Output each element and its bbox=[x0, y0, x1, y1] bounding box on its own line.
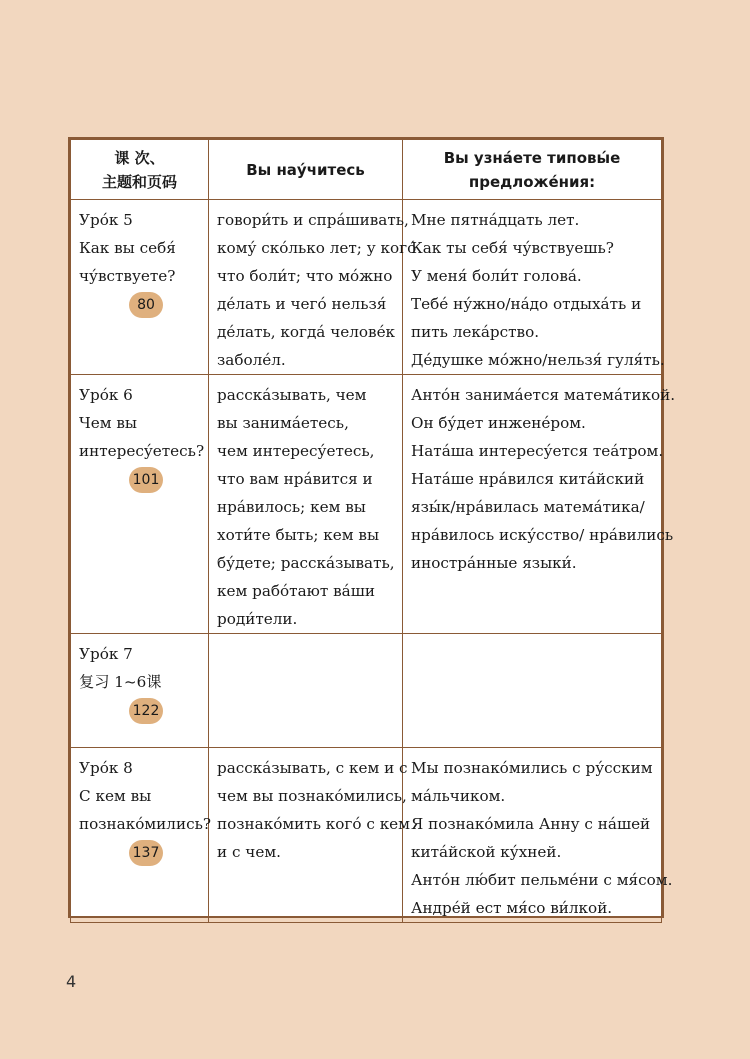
skills-line: заболе́л. bbox=[217, 351, 286, 369]
skills-line: де́лать и чего́ нельзя́ bbox=[217, 295, 387, 313]
lesson-number: Уро́к 5 bbox=[79, 211, 133, 229]
contents-table bbox=[68, 137, 676, 918]
header-sentences-line1: Вы узна́ете типовы́е bbox=[443, 148, 621, 167]
table-row bbox=[71, 748, 662, 923]
header-lesson-line2: 主题和页码 bbox=[101, 172, 177, 191]
skills-cell bbox=[209, 748, 410, 923]
skills-line: кем рабо́тают ва́ши bbox=[217, 582, 375, 600]
sentence-line: Ната́ше нра́вился кита́йский bbox=[411, 470, 645, 488]
header-sentences-line2: предложе́ния: bbox=[468, 172, 596, 191]
skills-line: нра́вилось; кем вы bbox=[217, 498, 366, 516]
table-row bbox=[71, 200, 662, 375]
lesson-number: Уро́к 6 bbox=[79, 386, 133, 404]
page-badge: 122 bbox=[129, 698, 163, 724]
skills-line: что вам нра́вится и bbox=[217, 470, 373, 488]
sentence-line: Андре́й ест мя́со ви́лкой. bbox=[411, 899, 613, 917]
lesson-number: Уро́к 7 bbox=[79, 645, 133, 663]
lesson-topic-line: Как вы себя́ bbox=[79, 239, 176, 257]
sentence-line: ма́льчиком. bbox=[411, 787, 506, 805]
lesson-cell bbox=[71, 634, 209, 748]
sentence-line: У меня́ боли́т голова́. bbox=[411, 267, 582, 285]
table-row bbox=[71, 375, 662, 634]
page-badge: 137 bbox=[129, 840, 163, 866]
lesson-topic-line: С кем вы bbox=[79, 787, 152, 805]
header-lesson bbox=[71, 140, 209, 200]
sentence-line: иностра́нные языки́. bbox=[411, 554, 577, 572]
lesson-topic-line: Чем вы bbox=[79, 414, 138, 432]
header-skills: Вы нау́читесь bbox=[209, 140, 403, 200]
skills-line: расска́зывать, чем bbox=[217, 386, 367, 404]
sentences-cell bbox=[403, 375, 676, 634]
page-badge: 80 bbox=[129, 292, 163, 318]
lesson-topic-line: интересу́етесь? bbox=[79, 442, 205, 460]
skills-line: что боли́т; что мо́жно bbox=[217, 267, 393, 285]
sentence-line: Тебе́ ну́жно/на́до отдыха́ть и bbox=[411, 295, 642, 313]
sentence-line: Мы познако́мились с ру́сским bbox=[411, 759, 653, 777]
skills-line: познако́мить кого́ с кем bbox=[217, 815, 410, 833]
sentence-line: Он бу́дет инжене́ром. bbox=[411, 414, 586, 432]
lesson-topic-line: 复习 1~6课 bbox=[79, 673, 162, 691]
lesson-topic-line: познако́мились? bbox=[79, 815, 211, 833]
lesson-number: Уро́к 8 bbox=[79, 759, 133, 777]
skills-line: расска́зывать, с кем и с bbox=[217, 759, 408, 777]
skills-line: роди́тели. bbox=[217, 610, 298, 628]
sentence-line: нра́вилось иску́сство/ нра́вились bbox=[411, 526, 674, 544]
sentence-line: Анто́н лю́бит пельме́ни с мя́сом. bbox=[411, 871, 673, 889]
sentence-line: Де́душке мо́жно/нельзя́ гуля́ть. bbox=[411, 351, 665, 369]
table-header-row bbox=[71, 140, 662, 200]
header-sentences bbox=[403, 140, 662, 200]
sentence-line: Как ты себя́ чу́вствуешь? bbox=[411, 239, 614, 257]
sentences-cell bbox=[403, 634, 662, 748]
skills-cell bbox=[209, 200, 417, 375]
page-badge: 101 bbox=[129, 467, 163, 493]
sentence-line: Я познако́мила Анну с на́шей bbox=[411, 815, 651, 833]
page-number: 4 bbox=[66, 972, 77, 991]
sentence-line: пить лека́рство. bbox=[411, 323, 540, 341]
sentence-line: язы́к/нра́вилась матема́тика/ bbox=[411, 498, 645, 516]
header-lesson-line1: 课 次、 bbox=[114, 148, 165, 167]
lesson-topic-line: чу́вствуете? bbox=[79, 267, 176, 285]
lesson-cell bbox=[71, 200, 209, 375]
skills-line: бу́дете; расска́зывать, bbox=[217, 554, 395, 572]
skills-cell bbox=[209, 634, 403, 748]
sentence-line: кита́йской ку́хней. bbox=[411, 843, 562, 861]
skills-line: и с чем. bbox=[217, 843, 281, 861]
sentence-line: Ната́ша интересу́ется теа́тром. bbox=[411, 442, 664, 460]
skills-line: чем интересу́етесь, bbox=[217, 442, 375, 460]
skills-line: говори́ть и спра́шивать, bbox=[217, 211, 409, 229]
sentence-line: Мне пятна́дцать лет. bbox=[411, 211, 580, 229]
skills-line: чем вы познако́мились, bbox=[217, 787, 407, 805]
skills-line: де́лать, когда́ челове́к bbox=[217, 323, 396, 341]
sentences-cell bbox=[403, 748, 673, 923]
lesson-cell bbox=[71, 375, 209, 634]
sentences-cell bbox=[403, 200, 665, 375]
skills-line: вы занима́етесь, bbox=[217, 414, 349, 432]
skills-cell bbox=[209, 375, 403, 634]
skills-line: хоти́те быть; кем вы bbox=[217, 526, 380, 544]
sentence-line: Анто́н занима́ется матема́тикой. bbox=[411, 386, 676, 404]
lesson-cell bbox=[71, 748, 209, 923]
table-row bbox=[71, 634, 662, 748]
skills-line: кому́ ско́лько лет; у кого́ bbox=[217, 239, 417, 257]
